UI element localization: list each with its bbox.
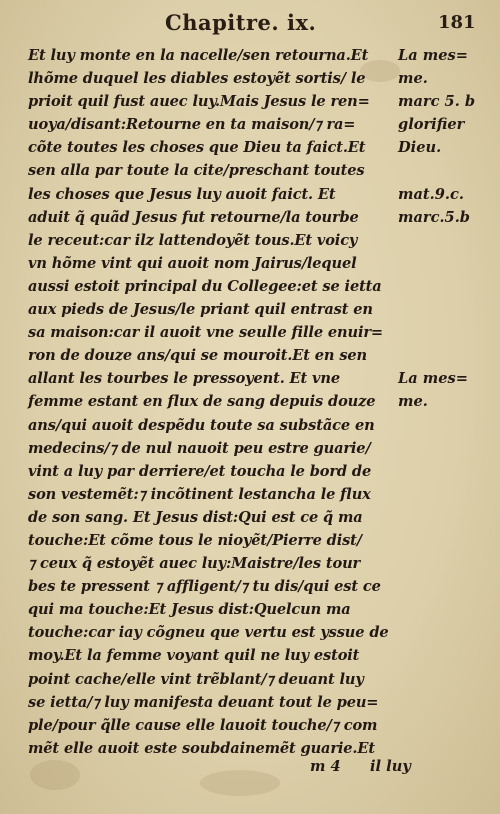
- text-line: Et luy monte en la nacelle/sen retourna.Et: [28, 47, 369, 64]
- margin-note-line: glorifier: [398, 116, 465, 134]
- text-line: ron de douze ans/qui se mouroit.Et en sen: [28, 347, 367, 365]
- text-line: ans/qui auoit despẽdu toute sa substãce en: [28, 416, 375, 434]
- text-line: lhõme duquel les diables estoyẽt sortis/ le: [28, 70, 366, 88]
- text-line: se ietta/⁊ luy manifesta deuant tout le peu=: [28, 693, 379, 711]
- text-line: aux pieds de Jesus/le priant quil entrast en: [28, 301, 373, 319]
- text-line: allant les tourbes le pressoyent. Et vne: [28, 370, 340, 388]
- margin-note-line: me.: [398, 393, 428, 411]
- running-header: [0, 6, 500, 36]
- text-line: bes te pressent ⁊ affligent/⁊ tu dis/qui est ce: [28, 578, 381, 596]
- text-line: vint a luy par derriere/et toucha le bord de: [28, 462, 372, 480]
- text-line: sa maison:car il auoit vne seulle fille enuir=: [28, 324, 383, 342]
- text-line: mẽt elle auoit este soubdainemẽt guarie.Et: [28, 739, 375, 757]
- text-line: touche:car iay cõgneu que vertu est yssue de: [28, 624, 389, 642]
- margin-note: [398, 367, 498, 413]
- margin-note-line: La mes=: [398, 47, 468, 64]
- chapter-heading: Chapitre. ix.: [165, 10, 317, 35]
- text-line: aussi estoit principal du Collegee:et se ietta: [28, 277, 382, 295]
- text-line: les choses que Jesus luy auoit faict. Et: [28, 185, 336, 203]
- text-line: prioit quil fust auec luy.Mais Jesus le ren=: [28, 93, 370, 111]
- margin-note-line: mat.9.c.: [398, 185, 464, 203]
- margin-note: [398, 183, 498, 229]
- text-line: uoya/disant:Retourne en ta maison/⁊ ra=: [28, 116, 356, 134]
- text-line: femme estant en flux de sang depuis douze: [28, 393, 376, 411]
- margin-note-line: La mes=: [398, 370, 468, 388]
- margin-note-line: me.: [398, 70, 428, 88]
- text-line: moy.Et la femme voyant quil ne luy estoit: [28, 647, 360, 665]
- paper-stain: [30, 760, 80, 790]
- text-line: de son sang. Et Jesus dist:Qui est ce q̃ ma: [28, 508, 363, 526]
- text-line: ⁊ ceux q̃ estoyẽt auec luy:Maistre/les tour: [28, 555, 361, 573]
- catchword: il luy: [370, 758, 411, 775]
- text-line: son vestemẽt:⁊ incõtinent lestancha le flux: [28, 485, 371, 503]
- margin-note-line: Dieu.: [398, 139, 442, 157]
- paper-stain: [200, 770, 280, 796]
- text-line: vn hõme vint qui auoit nom Jairus/lequel: [28, 254, 357, 272]
- body-text: [28, 44, 398, 760]
- text-line: qui ma touche:Et Jesus dist:Quelcun ma: [28, 601, 351, 619]
- folio-number: 181: [438, 12, 476, 33]
- text-line: cõte toutes les choses que Dieu ta faict.Et: [28, 139, 366, 157]
- text-line: le receut:car ilz lattendoyẽt tous.Et voicy: [28, 231, 358, 249]
- signature-mark: m 4: [310, 758, 341, 775]
- text-line: aduit q̃ quãd Jesus fut retourne/la tourbe: [28, 208, 359, 226]
- margin-note: [398, 90, 498, 159]
- text-line: point cache/elle vint trẽblant/⁊ deuant luy: [28, 670, 364, 688]
- margin-note-line: marc 5. b: [398, 93, 476, 111]
- text-line: sen alla par toute la cite/preschant toutes: [28, 162, 365, 180]
- margin-note: [398, 44, 498, 90]
- margin-note-line: marc.5.b: [398, 208, 470, 226]
- text-line: ple/pour q̃lle cause elle lauoit touche/⁊ com: [28, 716, 378, 734]
- text-line: touche:Et cõme tous le nioyẽt/Pierre dist/: [28, 531, 362, 549]
- text-line: medecins/⁊ de nul nauoit peu estre guarie/: [28, 439, 371, 457]
